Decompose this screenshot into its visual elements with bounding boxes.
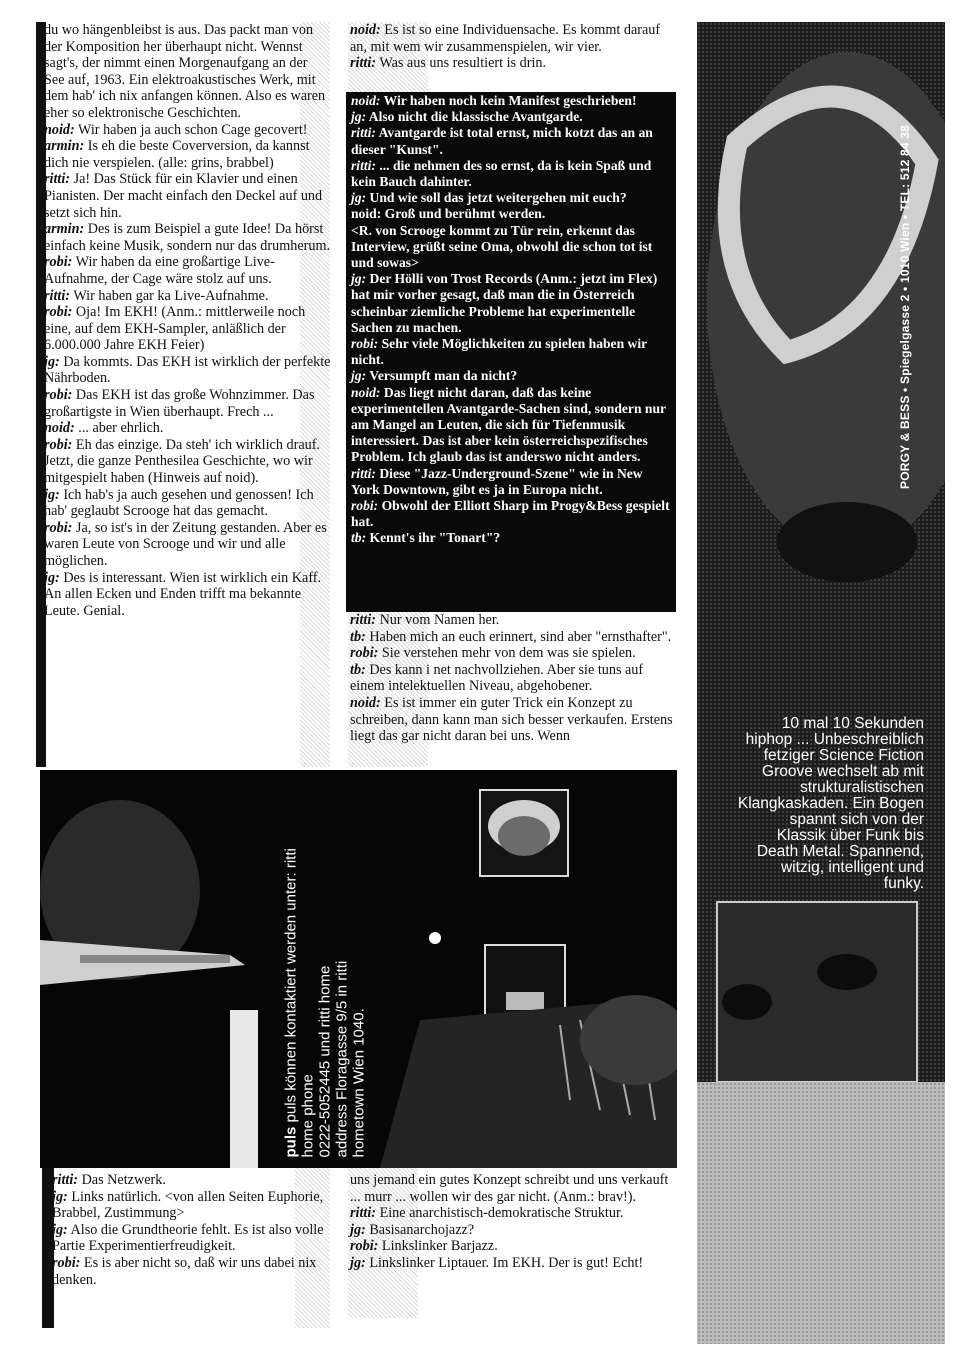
dialogue-text: Oja! Im EKH! (Anm.: mittlerweile noch eine, auf dem EKH-Sampler, anläßlich der 6.000.000 Jahre EKH Feier): [44, 304, 306, 354]
promo-line: Klassik über Funk bis: [776, 827, 924, 844]
contact-line: 0222-5052445 und ritti home: [316, 965, 334, 1158]
speaker-label: ritti:: [351, 157, 376, 173]
speaker-label: armin:: [44, 221, 85, 238]
speaker-label: jg:: [351, 368, 367, 384]
speaker-label: jg:: [44, 353, 60, 370]
middle-top-column: [350, 22, 673, 72]
dialogue-line: [350, 645, 673, 662]
speaker-label: robi:: [44, 519, 73, 536]
speaker-label: robi:: [350, 1238, 379, 1255]
speaker-label: robi:: [44, 254, 73, 271]
speaker-label: noid:: [351, 384, 381, 400]
dialogue-line: [351, 223, 673, 272]
left-column: [44, 22, 331, 619]
dialogue-text: Das EKH ist das große Wohnzimmer. Das großartigste in Wien überhaupt. Frech ...: [44, 387, 315, 420]
speaker-label: ritti:: [350, 1205, 377, 1222]
venue-line: PORGY & BESS • Spiegelgasse 2 • 1010 Wien • TEL: 512 84 38: [898, 124, 912, 490]
dialogue-line: [52, 1255, 332, 1288]
speaker-label: jg:: [350, 1221, 366, 1238]
speaker-label: noid:: [351, 93, 381, 108]
promo-line: 10 mal 10 Sekunden: [781, 715, 924, 732]
dialogue-line: [44, 22, 331, 122]
speaker-label: jg:: [52, 1188, 68, 1205]
speaker-label: ritti:: [351, 125, 376, 141]
dialogue-line: [44, 221, 331, 254]
dialogue-line: [44, 570, 331, 620]
dialogue-text: <R. von Scrooge kommt zu Tür rein, erkennt das Interview, grüßt seine Oma, obwohl die schon tot ist und sowas>: [351, 222, 653, 271]
dialogue-line: [350, 612, 673, 629]
contact-line: address Floragasse 9/5 in ritti: [333, 960, 351, 1158]
speaker-label: jg:: [52, 1221, 68, 1238]
dialogue-line: [350, 55, 673, 72]
dialogue-text: Obwohl der Elliott Sharp im Progy&Bess gespielt hat.: [351, 498, 670, 530]
dialogue-text: Is eh die beste Coverversion, da kannst dich nie verspielen. (alle: grins, brabbel): [44, 138, 310, 171]
dialogue-text: Wir haben ja auch schon Cage gecovert!: [78, 121, 308, 138]
dialogue-line: [351, 190, 673, 206]
dialogue-text: noid: Groß und berühmt werden.: [351, 206, 546, 222]
dialogue-line: [351, 206, 673, 222]
dialogue-text: Da kommts. Das EKH ist wirklich der perfekte Nährboden.: [44, 353, 331, 387]
dialogue-line: [350, 695, 673, 745]
speaker-label: tb:: [351, 530, 367, 546]
promo-line: funky.: [883, 875, 924, 892]
dialogue-line: [350, 22, 673, 55]
dialogue-text: Haben mich an euch erinnert, sind aber "ernsthafter".: [369, 628, 672, 645]
dialogue-line: [44, 122, 331, 139]
dialogue-text: Es is aber nicht so, daß wir uns dabei nix denken.: [52, 1254, 317, 1288]
dialogue-line: [351, 125, 673, 157]
speaker-label: ritti:: [350, 55, 377, 72]
dialogue-text: Also nicht die klassische Avantgarde.: [368, 109, 583, 125]
dialogue-text: Eh das einzige. Da steh' ich wirklich drauf. Jetzt, die ganze Penthesilea Geschichte, wo wir mitgespielt haben (Hinweis auf noid).: [44, 436, 320, 487]
dialogue-line: [351, 466, 673, 498]
dialogue-text: Nur vom Namen her.: [379, 612, 500, 628]
promo-line: Klangkaskaden. Ein Bogen: [737, 795, 924, 812]
speaker-label: jg:: [44, 569, 60, 586]
dialogue-text: Es ist so eine Individuensache. Es kommt darauf an, mit wem wir zusammenspielen, wir vier.: [350, 22, 661, 55]
speaker-label: robi:: [52, 1254, 81, 1271]
dialogue-line: [350, 1255, 673, 1272]
dialogue-line: [351, 385, 673, 466]
dialogue-text: ... aber ehrlich.: [78, 420, 164, 437]
dialogue-line: [52, 1222, 332, 1255]
dialogue-text: Des kann i net nachvollziehen. Aber sie tuns auf einem intelektuellen Niveau, abgehobener.: [350, 661, 644, 695]
band-name: puls: [282, 1126, 300, 1158]
dialogue-line: [44, 354, 331, 387]
dialogue-line: [44, 254, 331, 287]
speaker-label: tb:: [350, 661, 366, 678]
dialogue-text: Linkslinker Barjazz.: [381, 1238, 498, 1255]
band-photo: [40, 770, 677, 1168]
speaker-label: tb:: [350, 628, 366, 645]
dialogue-text: Basisanarchojazz?: [369, 1221, 475, 1238]
dialogue-line: [351, 368, 673, 384]
dialogue-line: [52, 1189, 332, 1222]
speaker-label: armin:: [44, 138, 85, 155]
speaker-label: jg:: [351, 190, 367, 206]
promo-line: strukturalistischen: [799, 779, 924, 796]
dialogue-text: Ja! Das Stück für ein Klavier und einen Pianisten. Der macht einfach den Deckel auf und setzt sich hin.: [44, 171, 323, 221]
dialogue-line: [44, 171, 331, 221]
dialogue-line: [350, 1172, 673, 1205]
speaker-label: jg:: [351, 109, 367, 125]
speaker-label: robi:: [350, 645, 379, 662]
dialogue-line: [44, 304, 331, 354]
dialogue-text: Das Netzwerk.: [81, 1172, 166, 1188]
dialogue-text: ... die nehmen des so ernst, da is kein Spaß und kein Bauch dahinter.: [351, 157, 652, 190]
dialogue-text: Und wie soll das jetzt weitergehen mit euch?: [369, 190, 627, 206]
dialogue-line: [350, 1205, 673, 1222]
speaker-label: ritti:: [52, 1172, 79, 1188]
speaker-label: robi:: [351, 336, 379, 352]
middle-column: [350, 612, 673, 745]
dialogue-text: uns jemand ein gutes Konzept schreibt und uns verkauft ... murr ... wollen wir des gar nicht. (Anm.: brav!).: [350, 1172, 669, 1205]
dialogue-line: [44, 288, 331, 305]
dialogue-text: Eine anarchistisch-demokratische Struktur.: [379, 1205, 624, 1222]
speaker-label: noid:: [350, 694, 381, 711]
dialogue-line: [351, 109, 673, 125]
dialogue-line: [44, 420, 331, 437]
speaker-label: jg:: [44, 486, 60, 503]
dialogue-line: [351, 93, 673, 109]
contact-line: puls können kontaktiert werden unter: ritti home phone: [282, 848, 317, 1158]
dialogue-line: [350, 1222, 673, 1239]
speaker-label: ritti:: [44, 171, 71, 188]
speaker-label: jg:: [351, 271, 367, 287]
speaker-label: noid:: [44, 121, 75, 138]
dialogue-line: [44, 487, 331, 520]
speaker-label: ritti:: [351, 465, 376, 481]
dialogue-text: Es ist immer ein guter Trick ein Konzept zu schreiben, dann kann man sich besser verkaufen. Erstens liegt das gar nicht daran bei uns. Wenn: [350, 694, 673, 745]
dialogue-line: [351, 530, 673, 546]
dialogue-text: Diese "Jazz-Underground-Szene" wie in New York Downtown, gibt es ja in Europa nicht.: [351, 465, 643, 497]
contact-info: [230, 810, 410, 1158]
dialogue-text: Des is interessant. Wien ist wirklich ein Kaff. An allen Ecken und Enden trifft ma bekannte Leute. Genial.: [44, 569, 322, 619]
dialogue-text: Sehr viele Möglichkeiten zu spielen haben wir nicht.: [351, 336, 647, 368]
speaker-label: robi:: [44, 436, 73, 453]
dialogue-text: Das liegt nicht daran, daß das keine experimentellen Avantgarde-Sachen sind, sondern nur am Mangel an Leuten, die sich für Tiefenmusik interessiert. Das ist aber kein österreichspezifisches Problem. Ich glaub das ist anderswo nicht anders.: [351, 384, 666, 465]
speaker-label: ritti:: [44, 287, 71, 304]
dialogue-line: [44, 387, 331, 420]
dialogue-text: Kennt's ihr "Tonart"?: [369, 530, 501, 546]
bottom-middle-column: [350, 1172, 673, 1272]
dialogue-text: Wir haben gar ka Live-Aufnahme.: [73, 287, 269, 304]
dialogue-text: Des is zum Beispiel a gute Idee! Da hörst einfach keine Musik, sondern nur das drumherum.: [44, 221, 331, 254]
promo-line: hiphop ... Unbeschreiblich: [745, 731, 924, 748]
speaker-label: robi:: [44, 304, 73, 321]
black-box-text: [351, 93, 673, 547]
dialogue-text: Ich hab's ja auch gesehen und genossen! Ich hab' geglaubt Scrooge hat das gemacht.: [44, 486, 314, 520]
speaker-label: robi:: [44, 387, 73, 404]
dialogue-text: Also die Grundtheorie fehlt. Es ist also volle Partie Experimentierfreudigkeit.: [52, 1221, 324, 1255]
contact-line: hometown Wien 1040.: [350, 1008, 368, 1158]
speaker-label: jg:: [350, 1254, 366, 1271]
promo-line: spannt sich von der: [789, 811, 924, 828]
dialogue-text: Wir haben da eine großartige Live-Aufnahme, der Cage wäre stolz auf uns.: [44, 254, 275, 287]
bottom-left-column: [52, 1172, 332, 1288]
dialogue-line: [351, 336, 673, 368]
dialogue-text: Sie verstehen mehr von dem was sie spielen.: [381, 645, 636, 662]
promo-line: witzig, intelligent und: [780, 859, 924, 876]
promo-line: Groove wechselt ab mit: [762, 763, 924, 780]
dialogue-text: Wir haben noch kein Manifest geschrieben!: [383, 93, 637, 108]
promo-line: Death Metal. Spannend,: [756, 843, 924, 860]
dialogue-text: du wo hängenbleibst is aus. Das packt man von der Komposition her überhaupt nicht. Wennst sagt's, der nimmt einen Morgenaufgang an der See auf, 1963. Ein elektroakustisches Werk, mit dem hab' ich nix anfangen können. Also es waren eher so elektronische Geschichten.: [44, 22, 326, 121]
dialogue-line: [351, 158, 673, 190]
dialogue-line: [44, 437, 331, 487]
dialogue-line: [350, 1238, 673, 1255]
dialogue-line: [351, 271, 673, 336]
promo-line: fetziger Science Fiction: [763, 747, 924, 764]
dialogue-text: Ja, so ist's in der Zeitung gestanden. Aber es waren Leute von Scrooge und wir und alle möglichen.: [44, 519, 327, 569]
dialogue-line: [350, 629, 673, 646]
speaker-label: noid:: [350, 22, 381, 38]
promo-text: [700, 716, 924, 892]
dialogue-line: [52, 1172, 332, 1189]
dialogue-text: Links natürlich. <von allen Seiten Euphorie, Brabbel, Zustimmung>: [52, 1188, 324, 1222]
dialogue-line: [44, 520, 331, 570]
speaker-label: robi:: [351, 498, 379, 514]
dialogue-text: Avantgarde ist total ernst, mich kotzt das an an dieser "Kunst".: [351, 125, 653, 157]
dialogue-line: [44, 138, 331, 171]
venue-banner: [885, 100, 925, 520]
speaker-label: noid:: [44, 420, 75, 437]
dialogue-text: Der Hölli von Trost Records (Anm.: jetzt im Flex) hat mir vorher gesagt, daß man die in Österreich scheinbar ziemliche Probleme hat experimentelle Sachen zu machen.: [351, 271, 658, 335]
dialogue-line: [350, 662, 673, 695]
speaker-label: ritti:: [350, 612, 377, 628]
dialogue-text: Versumpft man da nicht?: [369, 368, 518, 384]
dialogue-line: [351, 498, 673, 530]
dialogue-text: Was aus uns resultiert is drin.: [379, 55, 547, 72]
dialogue-text: Linkslinker Liptauer. Im EKH. Der is gut! Echt!: [369, 1254, 644, 1271]
